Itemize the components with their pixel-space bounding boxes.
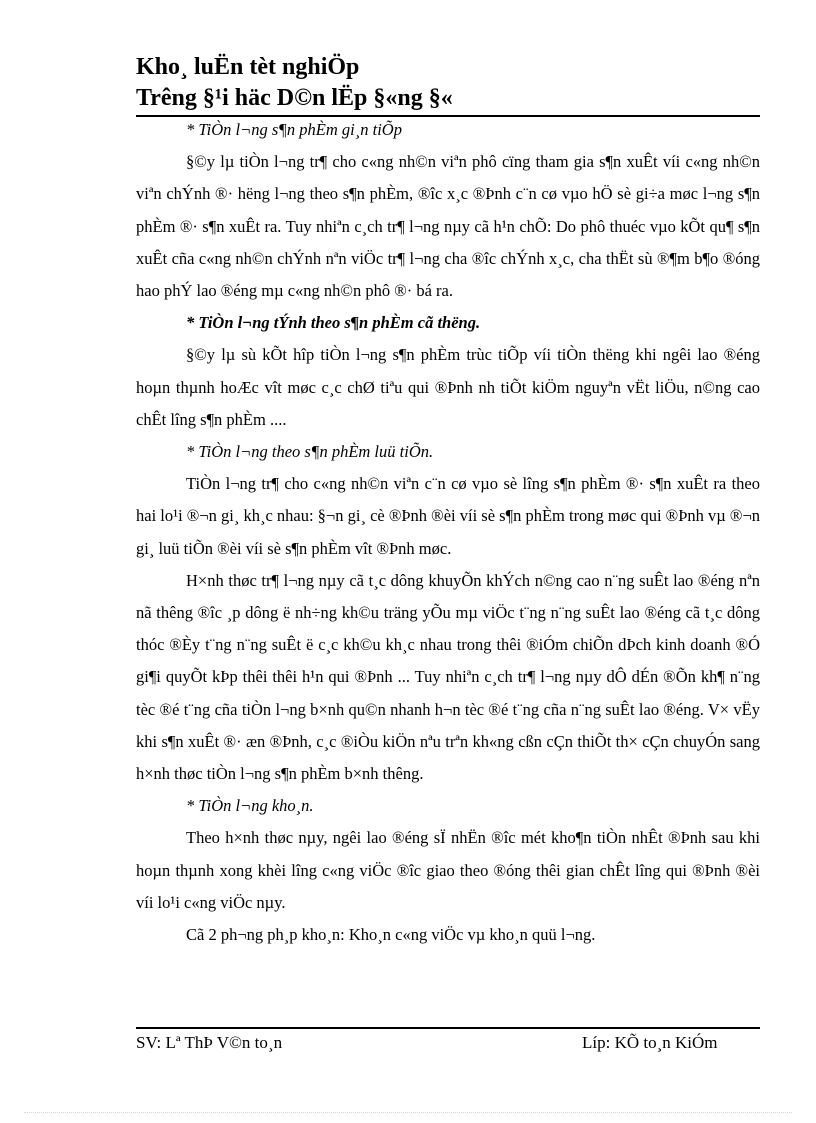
document-header [136, 52, 760, 117]
paragraph: Cã 2 ph¬ng ph¸p kho¸n: Kho¸n c«ng viÖc vµ kho¸n quü l¬ng. [186, 925, 596, 945]
page-edge-divider [24, 1112, 792, 1113]
document-body [136, 114, 760, 951]
heading-indirect-product-wage: * TiÒn l¬ng s¶n phÈm gi¸n tiÕp [186, 120, 402, 139]
class-name: Líp: KÕ to¸n KiÓm [582, 1033, 718, 1052]
document-footer [136, 1031, 760, 1055]
heading-lump-sum-wage: * TiÒn l¬ng kho¸n. [186, 796, 314, 816]
heading-product-wage-with-bonus: * TiÒn l¬ng tÝnh theo s¶n phÈm cã thëng. [186, 313, 481, 333]
paragraph: H×nh thøc tr¶ l¬ng nµy cã t¸c dông khuyÕn khÝch n©ng cao n¨ng suÊt lao ®éng nªn nã thêng ®îc ¸p dông ë nh÷ng kh©u träng yÕu mµ viÖc t¨ng n¨ng suÊt lao ®éng cã t¸c dông thóc ®Èy t¨ng n¨ng suÊt ë c¸c kh©u kh¸c nhau trong thêi ®iÓm chiÕn dÞch kinh doanh ®Ó gi¶i quyÕt kÞp thêi thêi h¹n qui ®Þnh ... Tuy nhiªn c¸ch tr¶ l¬ng nµy dÔ dÉn ®Õn kh¶ n¨ng tèc ®é t¨ng cña tiÒn l¬ng b×nh qu©n nhanh h¬n tèc ®é t¨ng cña n¨ng suÊt lao ®éng. V× vËy khi s¶n xuÊt ®· æn ®Þnh, c¸c ®iÒu kiÖn nªu trªn kh«ng cßn cÇn thiÕt th× cÇn chuyÓn sang h×nh thøc tiÒn l¬ng s¶n phÈm b×nh thêng. [136, 570, 760, 784]
thesis-title: Kho¸ luËn tèt nghiÖp [136, 54, 360, 80]
heading-progressive-product-wage: * TiÒn l¬ng theo s¶n phÈm luü tiÕn. [186, 442, 434, 462]
student-name: SV: Lª ThÞ V©n to¸n [136, 1033, 283, 1052]
university-name: Trêng §¹i häc D©n lËp §«ng §« [136, 85, 453, 111]
paragraph: §©y lµ sù kÕt hîp tiÒn l¬ng s¶n phÈm trùc tiÕp víi tiÒn thëng khi ngêi lao ®éng hoµn thµnh hoÆc vît møc c¸c chØ tiªu qui ®Þnh nh tiÕt kiÖm nguyªn vËt liÖu, n©ng cao chÊt lîng s¶n phÈm .... [136, 345, 760, 429]
paragraph: TiÒn l¬ng tr¶ cho c«ng nh©n viªn c¨n cø vµo sè lîng s¶n phÈm ®· s¶n xuÊt ra theo hai lo¹i ®¬n gi¸ kh¸c nhau: §¬n gi¸ cè ®Þnh ®èi víi sè s¶n phÈm trong møc qui ®Þnh vµ ®¬n gi¸ luü tiÕn ®èi víi sè s¶n phÈm vît ®Þnh møc. [136, 474, 760, 558]
paragraph: Theo h×nh thøc nµy, ngêi lao ®éng sÏ nhËn ®îc mét kho¶n tiÒn nhÊt ®Þnh sau khi hoµn thµnh xong khèi lîng c«ng viÖc ®îc giao theo ®óng thêi gian chÊt lîng qui ®Þnh ®èi víi lo¹i c«ng viÖc nµy. [136, 828, 760, 912]
paragraph: §©y lµ tiÒn l¬ng tr¶ cho c«ng nh©n viªn phô cïng tham gia s¶n xuÊt víi c«ng nh©n viªn chÝnh ®· hëng l¬ng theo s¶n phÈm, ®îc x¸c ®Þnh c¨n cø vµo hÖ sè gi÷a møc l¬ng s¶n phÈm ®· s¶n xuÊt ra. Tuy nhiªn c¸ch tr¶ l¬ng nµy cã h¹n chÕ: Do phô thuéc vµo kÕt qu¶ s¶n xuÊt cña c«ng nh©n chÝnh nªn viÖc tr¶ l¬ng cha ®îc chÝnh x¸c, cha thËt sù ®¶m b¶o ®óng hao phÝ lao ®éng mµ c«ng nh©n phô ®· bá ra. [136, 152, 760, 301]
footer-divider [136, 1027, 760, 1029]
